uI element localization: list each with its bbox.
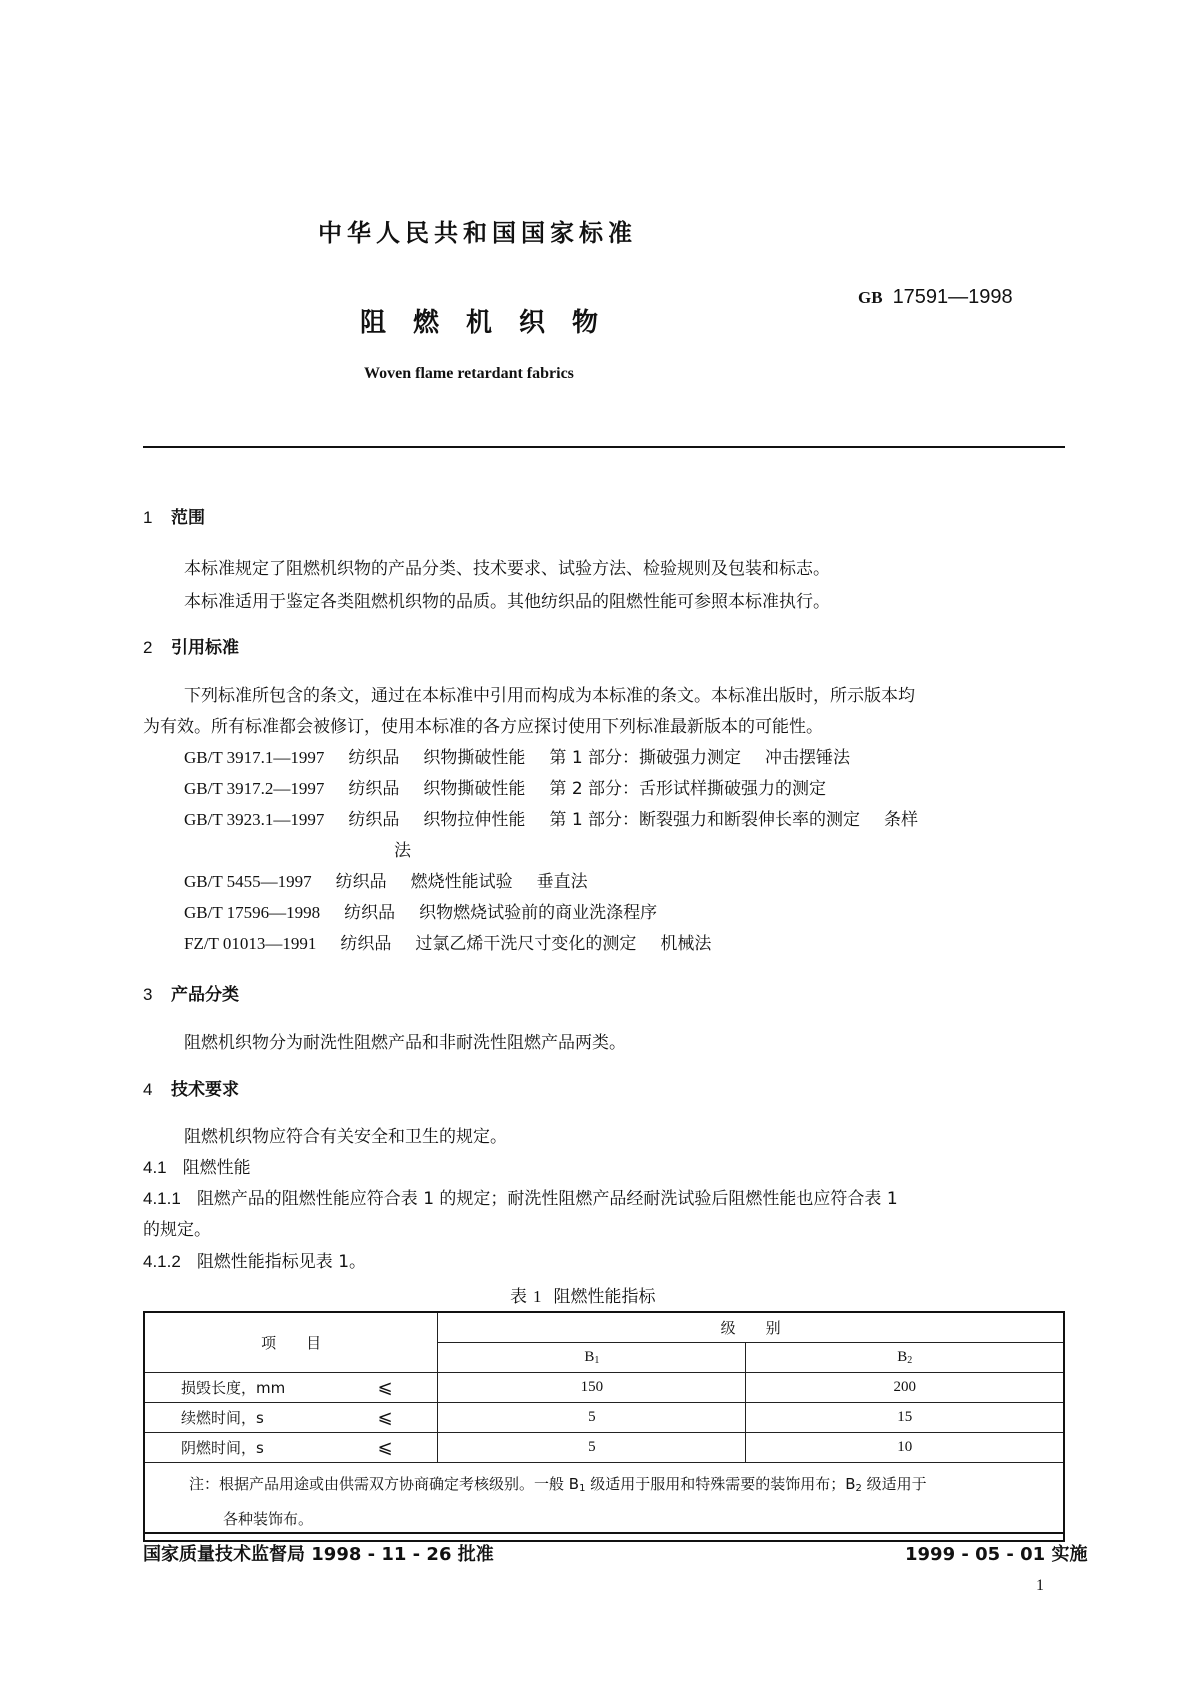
section-title: 引用标准: [171, 638, 239, 658]
row-item: 阴燃时间，s: [144, 1433, 377, 1463]
row-b1-value: 150: [438, 1373, 746, 1403]
reference-category: 纺织品: [348, 748, 400, 768]
reference-item: [184, 867, 588, 892]
grade-letter: B: [584, 1349, 595, 1365]
header-b2: [746, 1343, 1064, 1373]
table-caption-prefix: 表: [510, 1287, 527, 1307]
table-note-line-1: [189, 1469, 1049, 1504]
note-text: 级适用于: [861, 1475, 927, 1493]
row-b2-value: 15: [746, 1403, 1064, 1433]
section-2-heading: [143, 633, 239, 658]
reference-code: GB/T 17596—1998: [184, 903, 321, 922]
reference-item: [184, 774, 850, 799]
subsection-number: 4.1.2: [143, 1252, 181, 1271]
grade-subscript: 2: [907, 1355, 913, 1366]
reference-code: FZ/T 01013—1991: [184, 934, 317, 953]
reference-name: 织物燃烧试验前的商业洗涤程序: [419, 903, 658, 923]
effective-date: 1999 - 05 - 01 实施: [905, 1544, 1088, 1565]
subsection-4-1-1-line-2: 的规定。: [143, 1220, 211, 1240]
section-3-heading: [143, 980, 239, 1005]
subsection-number: 4.1.1: [143, 1189, 181, 1208]
header-grade: 级 别: [438, 1312, 1064, 1343]
section-4-heading: [143, 1075, 239, 1100]
section-title: 范围: [171, 508, 205, 528]
row-b1-value: 5: [438, 1433, 746, 1463]
section-3-para: 阻燃机织物分为耐洗性阻燃产品和非耐洗性阻燃产品两类。: [184, 1033, 626, 1053]
flame-retardant-spec-table: [143, 1311, 1065, 1542]
section-number: 2: [143, 638, 153, 657]
national-standard-label: 中华人民共和国国家标准: [318, 219, 637, 247]
reference-method: 条样: [884, 810, 919, 830]
reference-item: [184, 743, 850, 768]
reference-method: 冲击摆锤法: [765, 748, 851, 768]
table-caption-title: 阻燃性能指标: [553, 1287, 656, 1307]
reference-category: 纺织品: [348, 779, 400, 799]
note-text: 注：根据产品用途或由供需双方协商确定考核级别。一般 B: [189, 1475, 580, 1493]
table-note-row: [144, 1463, 1064, 1542]
reference-item: [184, 805, 918, 830]
reference-name: 织物撕破性能: [423, 779, 526, 799]
grade-subscript: 1: [594, 1355, 600, 1366]
reference-code: GB/T 5455—1997: [184, 872, 312, 891]
reference-item: [184, 929, 711, 954]
reference-part: 第 1 部分：断裂强力和断裂伸长率的测定: [549, 810, 861, 830]
table-row: [144, 1373, 1064, 1403]
section-1-para-1: 本标准规定了阻燃机织物的产品分类、技术要求、试验方法、检验规则及包装和标志。: [184, 559, 830, 579]
le-symbol: ⩽: [377, 1373, 437, 1403]
header-item: 项 目: [144, 1312, 438, 1373]
section-2-intro-line-1: 下列标准所包含的条文，通过在本标准中引用而构成为本标准的条文。本标准出版时，所示版本均: [184, 686, 915, 706]
reference-code: GB/T 3923.1—1997: [184, 810, 325, 829]
reference-category: 纺织品: [348, 810, 400, 830]
standard-code-number: 17591—1998: [892, 286, 1013, 308]
reference-name: 织物拉伸性能: [423, 810, 526, 830]
row-item: 损毁长度，mm: [144, 1373, 377, 1403]
reference-category: 纺织品: [335, 872, 387, 892]
row-b1-value: 5: [438, 1403, 746, 1433]
reference-code: GB/T 3917.2—1997: [184, 779, 325, 798]
note-subscript: 1: [579, 1483, 586, 1494]
reference-name: 燃烧性能试验: [410, 872, 513, 892]
section-1-para-2: 本标准适用于鉴定各类阻燃机织物的品质。其他纺织品的阻燃性能可参照本标准执行。: [184, 592, 830, 612]
table-header-row: [144, 1312, 1064, 1343]
reference-part: 垂直法: [536, 872, 588, 892]
reference-item-wrap: 法: [394, 841, 411, 861]
approval-info: 国家质量技术监督局 1998 - 11 - 26 批准: [143, 1544, 494, 1565]
document-title-en: Woven flame retardant fabrics: [364, 365, 574, 382]
section-number: 1: [143, 508, 153, 527]
table-caption: [510, 1282, 656, 1307]
subsection-text: 阻燃性能指标见表 1。: [196, 1252, 367, 1272]
standard-code-prefix: GB: [858, 288, 883, 307]
row-b2-value: 10: [746, 1433, 1064, 1463]
le-symbol: ⩽: [377, 1433, 437, 1463]
subsection-number: 4.1: [143, 1158, 167, 1177]
reference-part: 第 2 部分：舌形试样撕破强力的测定: [549, 779, 827, 799]
reference-part: 第 1 部分：撕破强力测定: [549, 748, 742, 768]
subsection-title: 阻燃性能: [182, 1158, 251, 1178]
standard-code: [858, 286, 1013, 309]
footer-divider: [143, 1532, 1065, 1534]
section-title: 技术要求: [171, 1080, 239, 1100]
subsection-4-1-heading: [143, 1153, 251, 1178]
reference-item: [184, 898, 657, 923]
row-item: 续燃时间，s: [144, 1403, 377, 1433]
row-b2-value: 200: [746, 1373, 1064, 1403]
table-caption-number: 1: [533, 1287, 542, 1306]
section-4-para: 阻燃机织物应符合有关安全和卫生的规定。: [184, 1127, 507, 1147]
reference-name: 过氯乙烯干洗尺寸变化的测定: [415, 934, 637, 954]
document-title-cn: 阻燃机织物: [360, 308, 626, 338]
note-subscript: 2: [855, 1483, 862, 1494]
reference-code: GB/T 3917.1—1997: [184, 748, 325, 767]
table-row: [144, 1433, 1064, 1463]
subsection-4-1-1-line-1: [143, 1184, 898, 1209]
table-note: [144, 1463, 1064, 1542]
section-1-heading: [143, 503, 205, 528]
table-note-line-2: 各种装饰布。: [223, 1510, 314, 1528]
note-text: 级适用于服用和特殊需要的装饰用布；B: [585, 1475, 856, 1493]
page-number: 1: [1036, 1577, 1044, 1594]
table-row: [144, 1403, 1064, 1433]
section-title: 产品分类: [171, 985, 239, 1005]
section-2-intro-line-2: 为有效。所有标准都会被修订，使用本标准的各方应探讨使用下列标准最新版本的可能性。: [143, 717, 823, 737]
grade-letter: B: [897, 1349, 908, 1365]
le-symbol: ⩽: [377, 1403, 437, 1433]
subsection-text: 阻燃产品的阻燃性能应符合表 1 的规定；耐洗性阻燃产品经耐洗试验后阻燃性能也应符合表 1: [196, 1189, 898, 1209]
subsection-4-1-2: [143, 1247, 366, 1272]
reference-name: 织物撕破性能: [423, 748, 526, 768]
section-number: 3: [143, 985, 153, 1004]
reference-category: 纺织品: [340, 934, 392, 954]
section-number: 4: [143, 1080, 153, 1099]
reference-category: 纺织品: [344, 903, 396, 923]
reference-part: 机械法: [660, 934, 712, 954]
header-divider: [143, 446, 1065, 448]
header-b1: [438, 1343, 746, 1373]
